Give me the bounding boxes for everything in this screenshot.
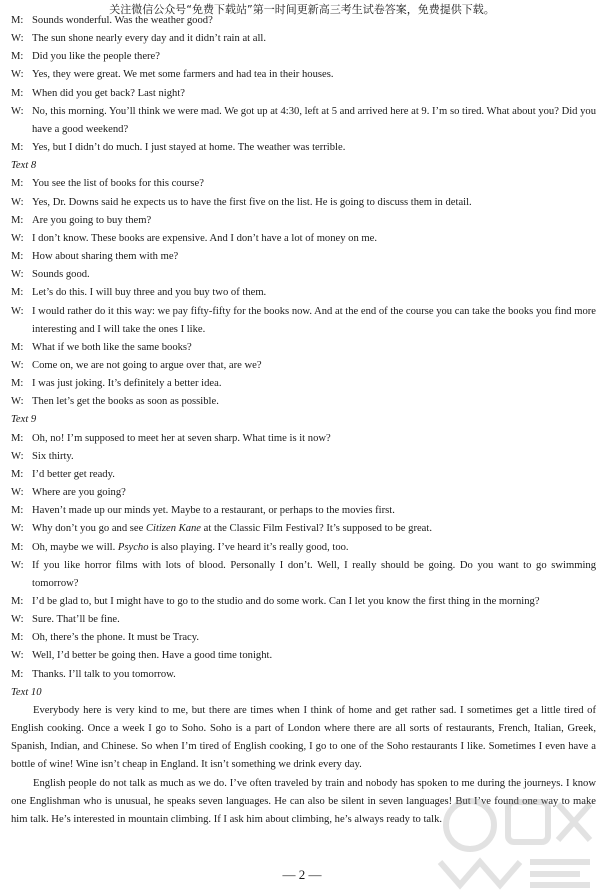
dialogue-line bbox=[11, 303, 596, 339]
speaker-label: M: bbox=[11, 596, 24, 607]
speaker-label: M: bbox=[11, 287, 24, 299]
speaker-label: M: bbox=[11, 87, 24, 99]
dialogue-text: Thanks. I’ll talk to you tomorrow. bbox=[32, 668, 176, 680]
dialogue-line bbox=[11, 139, 596, 157]
dialogue-line bbox=[11, 448, 596, 466]
passage-paragraph: English people do not talk as much as we do. I’ve often traveled by train and nobody has spoken to me during the journeys. I know one Englishman who is unusual, he speaks seven languages. He can also be silent in seven languages! But I’ve found one way to make him talk. He’s interested in mountain climbing. If I ask him about climbing, he’s always ready to talk. bbox=[11, 777, 596, 825]
dialogue-line bbox=[11, 230, 596, 248]
dialogue-line bbox=[11, 66, 596, 84]
dialogue-text: I was just joking. It’s definitely a better idea. bbox=[32, 378, 222, 390]
dialogue-line bbox=[11, 611, 596, 629]
speaker-label: M: bbox=[11, 468, 24, 480]
dialogue-text: I don’t know. These books are expensive. And I don’t have a lot of money on me. bbox=[32, 232, 378, 244]
speaker-label: M: bbox=[11, 668, 24, 680]
dialogue-line bbox=[11, 266, 596, 284]
dialogue-text: You see the list of books for this course? bbox=[32, 178, 204, 190]
dialogue-line bbox=[11, 357, 596, 375]
dialogue-text: Yes, Dr. Downs said he expects us to have the first five on the list. He is going to discuss them in detail. bbox=[32, 196, 472, 208]
speaker-label: W: bbox=[11, 105, 24, 117]
dialogue-line bbox=[11, 30, 596, 48]
speaker-label: W: bbox=[11, 69, 24, 81]
speaker-label: M: bbox=[11, 541, 24, 553]
dialogue-line bbox=[11, 430, 596, 448]
speaker-label: W: bbox=[11, 559, 24, 571]
speaker-label: M: bbox=[11, 432, 24, 444]
dialogue-line bbox=[11, 393, 596, 411]
dialogue-text: The sun shone nearly every day and it didn’t rain at all. bbox=[32, 33, 266, 45]
page-header-notice: 关注微信公众号“免费下载站”第一时间更新高三考生试卷答案，免费提供下载。 bbox=[109, 3, 495, 16]
section-heading: Text 9 bbox=[11, 414, 37, 426]
film-title: Psycho bbox=[117, 541, 149, 553]
speaker-label: M: bbox=[11, 178, 24, 190]
watermark-logo bbox=[430, 790, 600, 890]
dialogue-line bbox=[11, 248, 596, 266]
dialogue-text: When did you get back? Last night? bbox=[32, 87, 185, 99]
dialogue-text: Six thirty. bbox=[32, 450, 74, 462]
speaker-label: M: bbox=[11, 341, 24, 353]
speaker-label: M: bbox=[11, 51, 24, 63]
dialogue-text: If you like horror films with lots of blood. Personally I don’t. Well, I really should be going. Do you want to go swimming tomorrow? bbox=[32, 559, 596, 589]
dialogue-text: Oh, maybe we will. bbox=[32, 541, 118, 553]
speaker-label: M: bbox=[11, 505, 24, 517]
speaker-label: W: bbox=[11, 487, 24, 499]
dialogue-line bbox=[11, 484, 596, 502]
dialogue-text: Well, I’d better be going then. Have a good time tonight. bbox=[32, 650, 273, 662]
dialogue-text: is also playing. I’ve heard it’s really good, too. bbox=[148, 541, 349, 553]
dialogue-text: I’d be glad to, but I might have to go to the studio and do some work. Can I let you know the first thing in the morning? bbox=[32, 596, 540, 607]
speaker-label: M: bbox=[11, 632, 24, 644]
dialogue-text: No, this morning. You’ll think we were mad. We got up at 4:30, left at 5 and arrived here at 9. I’m so tired. What about you? Did you have a good weekend? bbox=[32, 105, 596, 135]
dialogue-text: Sounds wonderful. Was the weather good? bbox=[32, 15, 213, 26]
dialogue-line bbox=[11, 212, 596, 230]
dialogue-text: Yes, but I didn’t do much. I just stayed at home. The weather was terrible. bbox=[32, 142, 346, 154]
speaker-label: M: bbox=[11, 251, 24, 263]
speaker-label: M: bbox=[11, 378, 24, 390]
speaker-label: W: bbox=[11, 269, 24, 281]
dialogue-text: Did you like the people there? bbox=[32, 51, 160, 63]
dialogue-text: Haven’t made up our minds yet. Maybe to a restaurant, or perhaps to the movies first. bbox=[32, 505, 395, 517]
film-title: Citizen Kane bbox=[145, 523, 201, 535]
dialogue-line bbox=[11, 647, 596, 665]
speaker-label: M: bbox=[11, 214, 24, 226]
dialogue-line bbox=[11, 557, 596, 593]
speaker-label: W: bbox=[11, 450, 24, 462]
dialogue-text: Oh, there’s the phone. It must be Tracy. bbox=[32, 632, 200, 644]
dialogue-line bbox=[11, 593, 596, 611]
dialogue-text: Yes, they were great. We met some farmers and had tea in their houses. bbox=[32, 69, 334, 81]
dialogue-line bbox=[11, 520, 596, 538]
speaker-label: W: bbox=[11, 359, 24, 371]
dialogue-text: at the Classic Film Festival? It’s supposed to be great. bbox=[201, 523, 432, 535]
dialogue-line bbox=[11, 194, 596, 212]
dialogue-text: Then let’s get the books as soon as possible. bbox=[32, 396, 219, 408]
dialogue-text: Why don’t you go and see bbox=[32, 523, 146, 535]
speaker-label: W: bbox=[11, 523, 24, 535]
dialogue-line bbox=[11, 502, 596, 520]
dialogue-text: Come on, we are not going to argue over that, are we? bbox=[32, 359, 262, 371]
speaker-label: M: bbox=[11, 142, 24, 154]
dialogue-text: Where are you going? bbox=[32, 487, 126, 499]
dialogue-line bbox=[11, 539, 596, 557]
dialogue-text: Let’s do this. I will buy three and you buy two of them. bbox=[32, 287, 267, 299]
dialogue-line bbox=[11, 48, 596, 66]
dialogue-line bbox=[11, 85, 596, 103]
dialogue-text: Sure. That’ll be fine. bbox=[32, 614, 120, 626]
speaker-label: W: bbox=[11, 196, 24, 208]
section-heading: Text 8 bbox=[11, 160, 37, 172]
dialogue-text: Are you going to buy them? bbox=[32, 214, 152, 226]
dialogue-line bbox=[11, 103, 596, 139]
speaker-label: W: bbox=[11, 232, 24, 244]
section-heading: Text 10 bbox=[11, 686, 42, 698]
dialogue-line bbox=[11, 666, 596, 684]
dialogue-text: Sounds good. bbox=[32, 269, 90, 281]
dialogue-line bbox=[11, 175, 596, 193]
dialogue-line bbox=[11, 339, 596, 357]
dialogue-line bbox=[11, 466, 596, 484]
dialogue-text: What if we both like the same books? bbox=[32, 341, 192, 353]
dialogue-text: Oh, no! I’m supposed to meet her at seven sharp. What time is it now? bbox=[32, 432, 331, 444]
speaker-label: W: bbox=[11, 650, 24, 662]
dialogue-text: I would rather do it this way: we pay fifty-fifty for the books now. And at the end of the course you can take the books you find more interesting and I will take the ones I like. bbox=[32, 305, 596, 335]
dialogue-text: I’d better get ready. bbox=[32, 468, 115, 480]
dialogue-line bbox=[11, 629, 596, 647]
speaker-label: M: bbox=[11, 15, 24, 26]
transcript-body bbox=[11, 12, 596, 829]
speaker-label: W: bbox=[11, 396, 24, 408]
speaker-label: W: bbox=[11, 33, 24, 45]
speaker-label: W: bbox=[11, 614, 24, 626]
dialogue-text: How about sharing them with me? bbox=[32, 251, 179, 263]
passage-paragraph: Everybody here is very kind to me, but there are times when I think of home and get rather sad. I sometimes get a little tired of English cooking. Once a week I go to Soho. Soho is a part of London where there are all sorts of restaurants, French, Italian, Greek, Spanish, Indian, and Chinese. So when I’m tired of English cooking, I go to one of the Soho restaurants I like. Sometimes I even have a bottle of wine! Wine isn’t cheap in England. It isn’t something we drink every day. bbox=[11, 704, 596, 771]
page-number: — 2 — bbox=[282, 867, 322, 882]
dialogue-line bbox=[11, 375, 596, 393]
dialogue-line bbox=[11, 12, 596, 30]
speaker-label: W: bbox=[11, 305, 24, 317]
dialogue-line bbox=[11, 284, 596, 302]
